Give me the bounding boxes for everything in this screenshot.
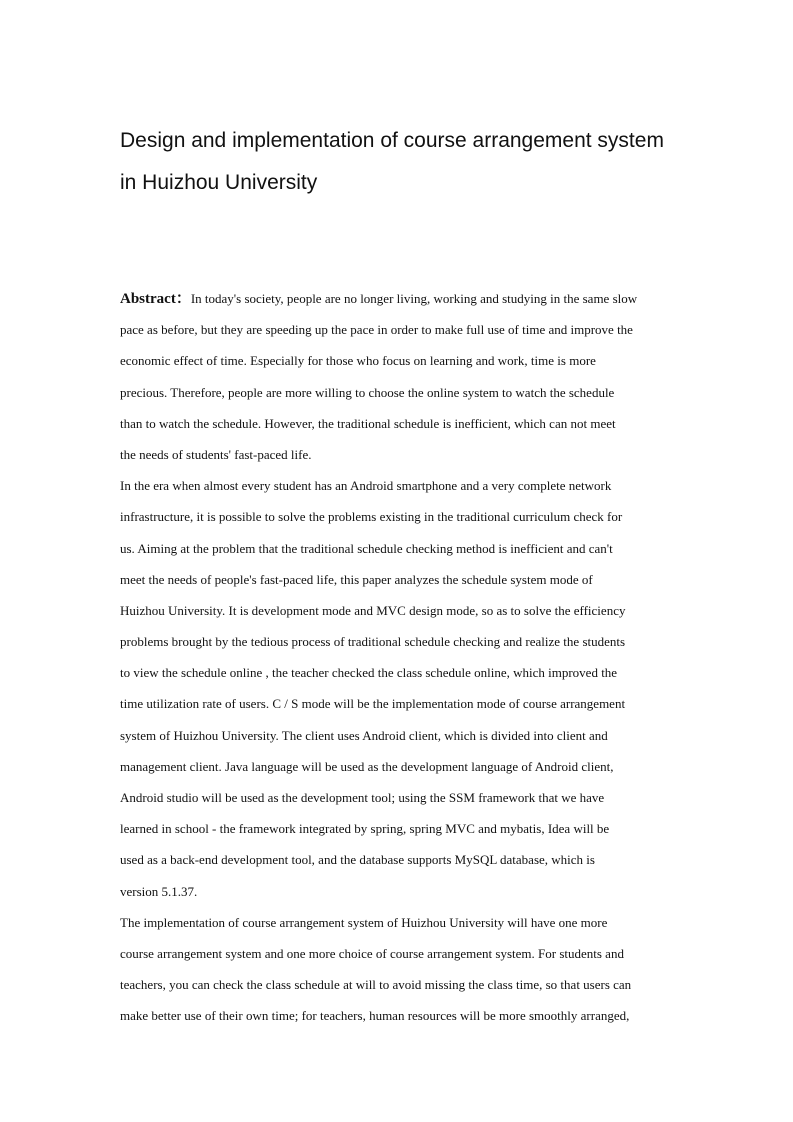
- abstract-text: In today's society, people are no longer living, working and studying in the same slow: [190, 291, 638, 306]
- abstract-line: than to watch the schedule. However, the traditional schedule is inefficient, which can not meet: [120, 415, 616, 431]
- abstract-line: problems brought by the tedious process of traditional schedule checking and realize the students: [120, 634, 626, 650]
- abstract-label: Abstract：: [120, 291, 191, 307]
- abstract-line: course arrangement system and one more choice of course arrangement system. For students and: [120, 945, 624, 961]
- abstract-line: infrastructure, it is possible to solve the problems existing in the traditional curriculum check for: [120, 509, 623, 525]
- abstract-line: learned in school - the framework integrated by spring, spring MVC and mybatis, Idea will be: [120, 821, 610, 837]
- abstract-line: The implementation of course arrangement system of Huizhou University will have one more: [120, 914, 608, 930]
- abstract-section: [120, 283, 680, 1032]
- paper-title-line-1: Design and implementation of course arrangement system: [120, 129, 664, 152]
- abstract-line: economic effect of time. Especially for those who focus on learning and work, time is more: [120, 353, 596, 369]
- abstract-line: version 5.1.37.: [120, 883, 198, 899]
- paper-title-line-2: in Huizhou University: [120, 171, 318, 194]
- abstract-line: make better use of their own time; for teachers, human resources will be more smoothly arranged,: [120, 1008, 630, 1024]
- abstract-line: meet the needs of people's fast-paced life, this paper analyzes the schedule system mode of: [120, 571, 593, 587]
- abstract-line: us. Aiming at the problem that the traditional schedule checking method is inefficient and can't: [120, 540, 613, 556]
- abstract-line: teachers, you can check the class schedule at will to avoid missing the class time, so that users can: [120, 977, 632, 993]
- abstract-line: Android studio will be used as the development tool; using the SSM framework that we have: [120, 790, 605, 805]
- abstract-line: to view the schedule online , the teacher checked the class schedule online, which improved the: [120, 665, 618, 681]
- abstract-line: system of Huizhou University. The client uses Android client, which is divided into client and: [120, 727, 608, 743]
- abstract-line: pace as before, but they are speeding up the pace in order to make full use of time and improve the: [120, 322, 633, 338]
- abstract-line: Huizhou University. It is development mode and MVC design mode, so as to solve the efficiency: [120, 602, 626, 618]
- abstract-line: the needs of students' fast-paced life.: [120, 446, 312, 462]
- abstract-line: time utilization rate of users. C / S mode will be the implementation mode of course arrangement: [120, 696, 626, 712]
- abstract-line: [120, 283, 680, 314]
- abstract-line: In the era when almost every student has an Android smartphone and a very complete network: [120, 478, 612, 494]
- abstract-line: precious. Therefore, people are more willing to choose the online system to watch the schedule: [120, 384, 615, 400]
- paper-title: [120, 120, 700, 204]
- abstract-line: management client. Java language will be used as the development language of Android client,: [120, 758, 614, 774]
- abstract-line: used as a back-end development tool, and the database supports MySQL database, which is: [120, 852, 595, 868]
